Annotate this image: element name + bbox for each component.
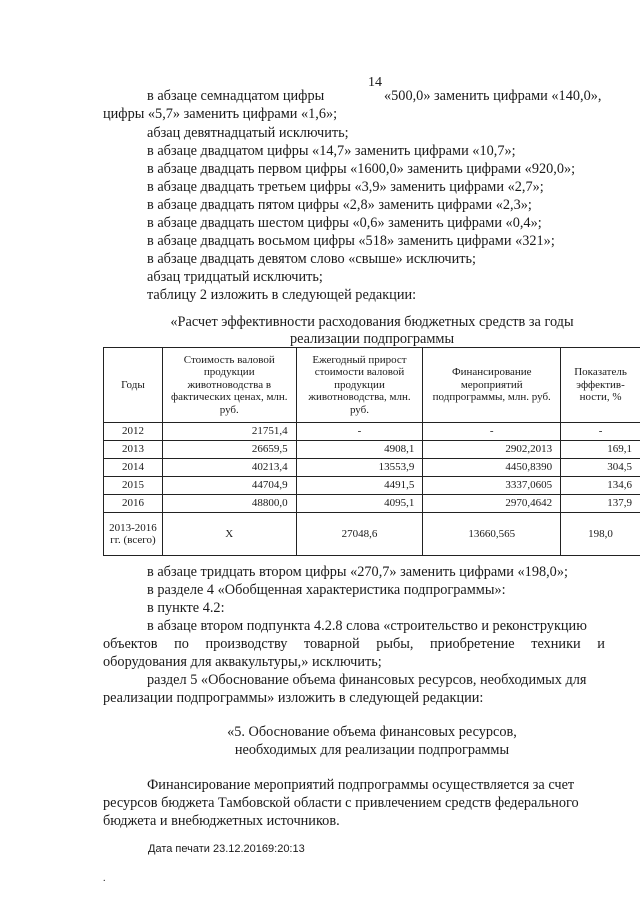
cell-year: 2015 [104, 477, 163, 495]
intro-line-12: таблицу 2 изложить в следующей редакции: [147, 287, 417, 303]
table-row [104, 423, 640, 441]
final-line-3: бюджета и внебюджетных источников. [103, 813, 340, 829]
cell-efficiency: 137,9 [561, 495, 640, 513]
cell-value: 48800,0 [162, 495, 296, 513]
table-row [104, 441, 640, 459]
cell-year: 2012 [104, 423, 163, 441]
cell-year: 2016 [104, 495, 163, 513]
cell-financing-total: 13660,565 [423, 513, 561, 556]
after-line-4: в абзаце втором подпункта 4.2.8 слова «строительство и реконструкцию [147, 618, 587, 634]
section-title-line-2: необходимых для реализации подпрограммы [234, 742, 510, 758]
header-annual-growth: Ежегодный прирост стоимости валовой продукции животноводства, млн. руб. [296, 348, 423, 423]
after-line-6: оборудования для аквакультуры,» исключить; [103, 654, 382, 670]
table-row [104, 459, 640, 477]
table-title-line-1: «Расчет эффективности расходования бюджетных средств за годы [170, 314, 574, 330]
cell-financing: 4450,8390 [423, 459, 561, 477]
intro-line-4: в абзаце двадцатом цифры «14,7» заменить цифрами «10,7»; [147, 143, 516, 159]
cell-growth: 4095,1 [296, 495, 423, 513]
cell-financing: 2970,4642 [423, 495, 561, 513]
intro-line-5: в абзаце двадцать первом цифры «1600,0» заменить цифрами «920,0»; [147, 161, 576, 177]
cell-value: 40213,4 [162, 459, 296, 477]
cell-value: 44704,9 [162, 477, 296, 495]
intro-line-10: в абзаце двадцать девятом слово «свыше» исключить; [147, 251, 476, 267]
intro-line-1-left: в абзаце семнадцатом цифры [147, 88, 325, 104]
cell-growth: 4908,1 [296, 441, 423, 459]
after-line-8: реализации подпрограммы» изложить в следующей редакции: [103, 690, 484, 706]
cell-year: 2013 [104, 441, 163, 459]
cell-value: 26659,5 [162, 441, 296, 459]
header-efficiency: Показатель эффектив-ности, % [561, 348, 640, 423]
after-line-5-text: объектов по производству товарной рыбы, приобретение техники и [103, 636, 605, 652]
cell-financing: 3337,0605 [423, 477, 561, 495]
after-line-1: в абзаце тридцать втором цифры «270,7» заменить цифрами «198,0»; [147, 564, 568, 580]
intro-line-2: цифры «5,7» заменить цифрами «1,6»; [103, 106, 338, 122]
table-row [104, 477, 640, 495]
cell-financing: - [423, 423, 561, 441]
cell-year: 2014 [104, 459, 163, 477]
intro-line-8: в абзаце двадцать шестом цифры «0,6» заменить цифрами «0,4»; [147, 215, 542, 231]
cell-efficiency: 134,6 [561, 477, 640, 495]
table-total-row [104, 513, 640, 556]
header-years: Годы [104, 348, 163, 423]
after-line-5 [103, 635, 637, 653]
after-line-3: в пункте 4.2: [147, 600, 225, 616]
cell-efficiency: - [561, 423, 640, 441]
intro-line-3: абзац девятнадцатый исключить; [147, 125, 349, 141]
section-title-line-1: «5. Обоснование объема финансовых ресурсов, [227, 724, 517, 740]
cell-growth: 13553,9 [296, 459, 423, 477]
cell-efficiency: 304,5 [561, 459, 640, 477]
cell-growth-total: 27048,6 [296, 513, 423, 556]
intro-line-1-right: «500,0» заменить цифрами «140,0», [384, 88, 602, 104]
stray-mark: . [103, 873, 106, 884]
cell-growth: - [296, 423, 423, 441]
final-line-2: ресурсов бюджета Тамбовской области с привлечением средств федерального [103, 795, 579, 811]
table-row [104, 495, 640, 513]
cell-efficiency: 169,1 [561, 441, 640, 459]
header-financing: Финансирование мероприятий подпрограммы, млн. руб. [423, 348, 561, 423]
final-line-1: Финансирование мероприятий подпрограммы осуществляется за счет [147, 777, 575, 793]
page-number: 14 [368, 75, 382, 90]
intro-line-11: абзац тридцатый исключить; [147, 269, 323, 285]
cell-value-total: X [162, 513, 296, 556]
cell-growth: 4491,5 [296, 477, 423, 495]
cell-financing: 2902,2013 [423, 441, 561, 459]
intro-line-7: в абзаце двадцать пятом цифры «2,8» заменить цифрами «2,3»; [147, 197, 532, 213]
cell-value: 21751,4 [162, 423, 296, 441]
intro-line-6: в абзаце двадцать третьем цифры «3,9» заменить цифрами «2,7»; [147, 179, 544, 195]
cell-efficiency-total: 198,0 [561, 513, 640, 556]
print-date-footer: Дата печати 23.12.20169:20:13 [148, 843, 305, 855]
after-line-7: раздел 5 «Обоснование объема финансовых ресурсов, необходимых для [147, 672, 587, 688]
cell-year-total: 2013-2016 гг. (всего) [104, 513, 163, 556]
intro-line-9: в абзаце двадцать восьмом цифры «518» заменить цифрами «321»; [147, 233, 555, 249]
table-header-row [104, 348, 640, 423]
efficiency-table [103, 347, 640, 556]
table-title-line-2: реализации подпрограммы [289, 331, 455, 347]
after-line-2: в разделе 4 «Обобщенная характеристика подпрограммы»: [147, 582, 506, 598]
header-gross-output: Стоимость валовой продукции животноводства в фактических ценах, млн. руб. [162, 348, 296, 423]
